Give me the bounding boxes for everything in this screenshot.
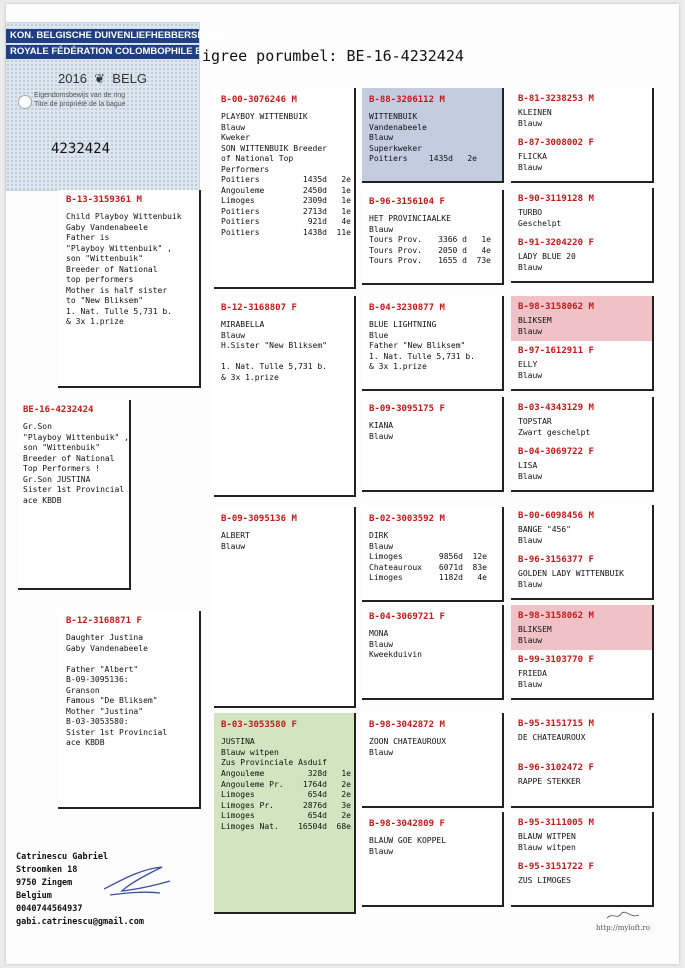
- place: 2e: [341, 790, 351, 799]
- ring-number: BE-16-4232424: [23, 405, 94, 415]
- ring-number: 4232424: [51, 141, 111, 157]
- result-row: [221, 207, 351, 218]
- result-row: [369, 573, 487, 584]
- ring-number: B-13-3159361 M: [66, 195, 142, 205]
- pigeon-notes: BLAUW WITPEN Blauw witpen: [518, 832, 576, 852]
- ring-number: B-09-3095175 F: [369, 404, 445, 414]
- ring-number: B-88-3206112 M: [369, 95, 445, 105]
- race: Limoges: [221, 811, 255, 820]
- pigeon-notes: BLAUW GOE KOPPEL Blauw: [369, 836, 447, 856]
- owner-email: gabi.catrinescu@gmail.com: [16, 917, 144, 927]
- federation-name-fr: ROYALE FÉDÉRATION COLOMBOPHILE BELGE: [6, 45, 199, 59]
- ring-number: B-00-3076246 M: [221, 95, 297, 105]
- owner-city: 9750 Zingem: [16, 878, 73, 888]
- pedigree-box-mmf: [362, 713, 504, 808]
- entries: 1435d: [428, 154, 453, 163]
- pedigree-box-subject: [18, 400, 131, 590]
- pedigree-box-mf: [214, 507, 356, 708]
- pigeon-notes: BLIKSEM Blauw: [518, 625, 552, 645]
- pigeon-notes: MIRABELLA Blauw H.Sister "New Bliksem" 1. Nat. Tulle 5,731 b. & 3x 1.prize: [221, 320, 327, 382]
- ring-number: B-02-3003592 M: [369, 514, 445, 524]
- result-row: [369, 552, 487, 563]
- entries: 1182d: [438, 573, 463, 582]
- ring-number: B-95-3151722 F: [518, 862, 594, 872]
- results-table: [369, 552, 487, 584]
- page-title: igree porumbel: BE-16-4232424: [202, 47, 464, 65]
- race: Angouleme: [221, 769, 265, 778]
- entries: 3366 d: [438, 235, 467, 244]
- pigeon-notes: DE CHATEAUROUX: [518, 733, 586, 742]
- ring-year-country: [6, 71, 199, 87]
- place: 4e: [481, 245, 491, 255]
- race: Poitiers: [221, 206, 260, 216]
- ring-number: B-98-3042872 M: [369, 720, 445, 730]
- pedigree-box-fff: [362, 88, 504, 183]
- pigeon-notes: Daughter Justina Gaby Vandenabeele Father "Albert" B-09-3095136: Granson Famous "De Bliksem" Mother "Justina" B-03-3053580: Sister 1st Provincial ace KBDB: [66, 633, 168, 747]
- results-table: [221, 769, 351, 832]
- pigeon-notes: BLIKSEM Blauw: [518, 316, 552, 336]
- pedigree-box-g4-pair-3: [511, 296, 654, 391]
- race: Limoges Nat.: [221, 821, 279, 831]
- ring-number: B-04-3069722 F: [518, 447, 594, 457]
- pedigree-box-mfm: [362, 605, 504, 700]
- race: Limoges Pr.: [221, 800, 274, 810]
- pedigree-box-fmf: [362, 296, 504, 391]
- place: 1e: [341, 769, 351, 778]
- ring-number: B-04-3230877 M: [369, 303, 445, 313]
- entries: 1655 d: [438, 256, 467, 265]
- result-row: [369, 154, 477, 165]
- owner-phone: 0040744564937: [16, 904, 83, 914]
- result-row: [221, 175, 351, 186]
- pigeon-notes: LADY BLUE 20 Blauw: [518, 252, 576, 272]
- pigeon-notes: BLUE LIGHTNING Blue Father "New Bliksem" 1. Nat. Tulle 5,731 b. & 3x 1.prize: [369, 320, 475, 371]
- result-row: [221, 769, 351, 780]
- ring-number: B-96-3156104 F: [369, 197, 445, 207]
- pigeon-notes: Child Playboy Wittenbuik Gaby Vandenabeele Father is "Playboy Wittenbuik" , son "Wittenbuik" Breeder of National top performers Mother is half sister to "New Bliksem" 1. Nat. Tulle 5,731 b. & 3x 1.prize: [66, 212, 182, 326]
- result-row: [221, 196, 351, 207]
- pigeon-notes: LISA Blauw: [518, 461, 543, 481]
- ring-number: B-98-3158062 M: [518, 302, 594, 312]
- ownership-caption: [34, 91, 126, 109]
- ring-number: B-09-3095136 M: [221, 514, 297, 524]
- results-table: [221, 175, 351, 238]
- result-row: [221, 186, 351, 197]
- race: Tours Prov.: [369, 235, 422, 244]
- pigeon-notes: KIANA Blauw: [369, 421, 394, 441]
- ownership-caption-nl: Eigendomsbewijs van de ring: [34, 92, 126, 99]
- results-table: [369, 235, 491, 267]
- place: 2e: [467, 154, 477, 163]
- place: 12e: [472, 552, 487, 561]
- pedigree-box-g4-pair-4: [511, 397, 654, 492]
- ring-number: B-03-3053580 F: [221, 720, 297, 730]
- pedigree-box-g4-pair-7: [511, 713, 654, 808]
- pigeon-notes: DIRK Blauw: [369, 531, 394, 551]
- pigeon-notes: GOLDEN LADY WITTENBUIK Blauw: [518, 569, 624, 589]
- entries: 2713d: [302, 206, 327, 216]
- result-row: [369, 563, 487, 574]
- pigeon-notes: FLICKA Blauw: [518, 152, 547, 172]
- ring-number: B-98-3158062 M: [518, 611, 594, 621]
- place: 2e: [341, 811, 351, 820]
- ring-ownership-card: [5, 22, 228, 191]
- pedigree-box-g4-pair-2: [511, 188, 654, 283]
- entries: 1435d: [302, 175, 327, 184]
- race: Poitiers: [221, 227, 260, 237]
- result-row: [369, 256, 491, 267]
- pedigree-box-ff: [214, 88, 356, 289]
- ring-number: B-99-3103770 F: [518, 655, 594, 665]
- ring-number: B-12-3168871 F: [66, 616, 142, 626]
- results-table: [369, 154, 477, 165]
- race: Poitiers: [369, 154, 408, 163]
- place: 1e: [341, 206, 351, 216]
- place: 4e: [341, 217, 351, 226]
- ring-number: B-81-3238253 M: [518, 94, 594, 104]
- pigeon-notes: WITTENBUIK Vandenabeele Blauw Superkweker: [369, 112, 427, 153]
- entries: 328d: [307, 769, 327, 778]
- ring-year: 2016: [58, 71, 87, 86]
- result-row: [221, 822, 351, 833]
- place: 2e: [341, 779, 351, 789]
- owner-name: Catrinescu Gabriel: [16, 852, 109, 862]
- result-row: [221, 811, 351, 822]
- pigeon-notes: PLAYBOY WITTENBUIK Blauw Kweker SON WITTENBUIK Breeder of National Top Performers: [221, 112, 327, 174]
- place: 73e: [476, 256, 491, 265]
- myloft-signature-icon: [605, 910, 641, 922]
- entries: 2050 d: [438, 245, 467, 255]
- place: 11e: [336, 227, 351, 237]
- ring-number: B-90-3119128 M: [518, 194, 594, 204]
- entries: 2876d: [302, 800, 327, 810]
- race: Angouleme Pr.: [221, 779, 284, 789]
- pedigree-box-father: [58, 190, 201, 388]
- pigeon-emblem-icon: ❦: [94, 71, 106, 86]
- place: 1e: [481, 235, 491, 244]
- owner-signature: [100, 863, 172, 903]
- pedigree-box-g4-pair-8: [511, 812, 654, 907]
- ring-number: B-91-3204220 F: [518, 238, 594, 248]
- result-row: [221, 801, 351, 812]
- place: 1e: [341, 185, 351, 195]
- pigeon-notes: Gr.Son "Playboy Wittenbuik" , son "Wittenbuik" Breeder of National Top Performers ! Gr.Son JUSTINA Sister 1st Provincial ace KBDB: [23, 422, 129, 505]
- pigeon-notes: KLEINEN Blauw: [518, 108, 552, 128]
- pigeon-notes: BANGE "456" Blauw: [518, 525, 571, 545]
- pedigree-box-mff: [362, 507, 504, 602]
- ring-number: B-03-4343129 M: [518, 403, 594, 413]
- ownership-caption-fr: Titre de propriété de la bague: [34, 101, 126, 108]
- place: 4e: [477, 573, 487, 582]
- result-row: [221, 217, 351, 228]
- pigeon-notes: FRIEDA Blauw: [518, 669, 547, 689]
- entries: 9856d: [438, 552, 463, 561]
- myloft-logo: [596, 910, 650, 932]
- owner-street: Stroomken 18: [16, 865, 78, 875]
- pigeon-notes: ZUS LIMOGES: [518, 876, 571, 885]
- pigeon-notes: JUSTINA Blauw witpen Zus Provinciale Asduif: [221, 737, 327, 767]
- result-row: [369, 235, 491, 246]
- race: Chateauroux: [369, 562, 422, 572]
- race: Limoges: [221, 196, 255, 205]
- place: 1e: [341, 196, 351, 205]
- race: Limoges: [369, 552, 403, 561]
- pedigree-box-g4-pair-5: [511, 505, 654, 600]
- place: 68e: [336, 821, 351, 831]
- entries: 1438d: [302, 227, 327, 237]
- result-row: [221, 780, 351, 791]
- owner-country: Belgium: [16, 891, 52, 901]
- pigeon-notes: ELLY Blauw: [518, 360, 543, 380]
- entries: 921d: [307, 217, 327, 226]
- pedigree-box-mmm: [362, 812, 504, 907]
- pigeon-notes: ALBERT Blauw: [221, 531, 250, 551]
- myloft-url: http://myloft.ro: [596, 924, 650, 932]
- entries: 6071d: [438, 562, 463, 572]
- federation-name-nl: KON. BELGISCHE DUIVENLIEFHEBBERSBOND: [6, 29, 199, 43]
- pedigree-box-fm: [214, 296, 356, 497]
- ring-number: B-95-3151715 M: [518, 719, 594, 729]
- hologram-icon: [18, 95, 32, 109]
- result-row: [369, 246, 491, 257]
- ring-number: B-87-3008002 F: [518, 138, 594, 148]
- race: Tours Prov.: [369, 245, 422, 255]
- pedigree-box-ffm: [362, 190, 504, 285]
- pigeon-notes: TURBO Geschelpt: [518, 208, 562, 228]
- entries: 1764d: [302, 779, 327, 789]
- pigeon-notes: ZOON CHATEAUROUX Blauw: [369, 737, 447, 757]
- ring-number: B-98-3042809 F: [369, 819, 445, 829]
- ring-number: B-04-3069721 F: [369, 612, 445, 622]
- race: Tours Prov.: [369, 256, 422, 265]
- ring-country: BELG: [112, 71, 147, 86]
- ring-number: B-96-3156377 F: [518, 555, 594, 565]
- place: 83e: [472, 562, 487, 572]
- place: 3e: [341, 800, 351, 810]
- entries: 654d: [307, 811, 327, 820]
- ring-number: B-97-1612911 F: [518, 346, 594, 356]
- pigeon-notes: RAPPE STEKKER: [518, 777, 581, 786]
- entries: 654d: [307, 790, 327, 799]
- pigeon-notes: TOPSTAR Zwart geschelpt: [518, 417, 591, 437]
- pedigree-box-mm: [214, 713, 356, 914]
- race: Poitiers: [221, 175, 260, 184]
- pigeon-notes: MONA Blauw Kweekduivin: [369, 629, 422, 659]
- pedigree-box-fmm: [362, 397, 504, 492]
- ring-number: B-96-3102472 F: [518, 763, 594, 773]
- race: Poitiers: [221, 217, 260, 226]
- result-row: [221, 228, 351, 239]
- ring-number: B-00-6098456 M: [518, 511, 594, 521]
- place: 2e: [341, 175, 351, 184]
- pedigree-box-mother: [58, 611, 201, 809]
- entries: 2450d: [302, 185, 327, 195]
- entries: 2309d: [302, 196, 327, 205]
- pigeon-notes: HET PROVINCIAALKE Blauw: [369, 214, 451, 234]
- race: Limoges: [221, 790, 255, 799]
- race: Angouleme: [221, 185, 265, 195]
- entries: 16504d: [298, 821, 327, 831]
- result-row: [221, 790, 351, 801]
- ring-number: B-12-3168807 F: [221, 303, 297, 313]
- ring-number: B-95-3111005 M: [518, 818, 594, 828]
- race: Limoges: [369, 573, 403, 582]
- pedigree-box-g4-pair-1: [511, 88, 654, 183]
- pedigree-box-g4-pair-6: [511, 605, 654, 700]
